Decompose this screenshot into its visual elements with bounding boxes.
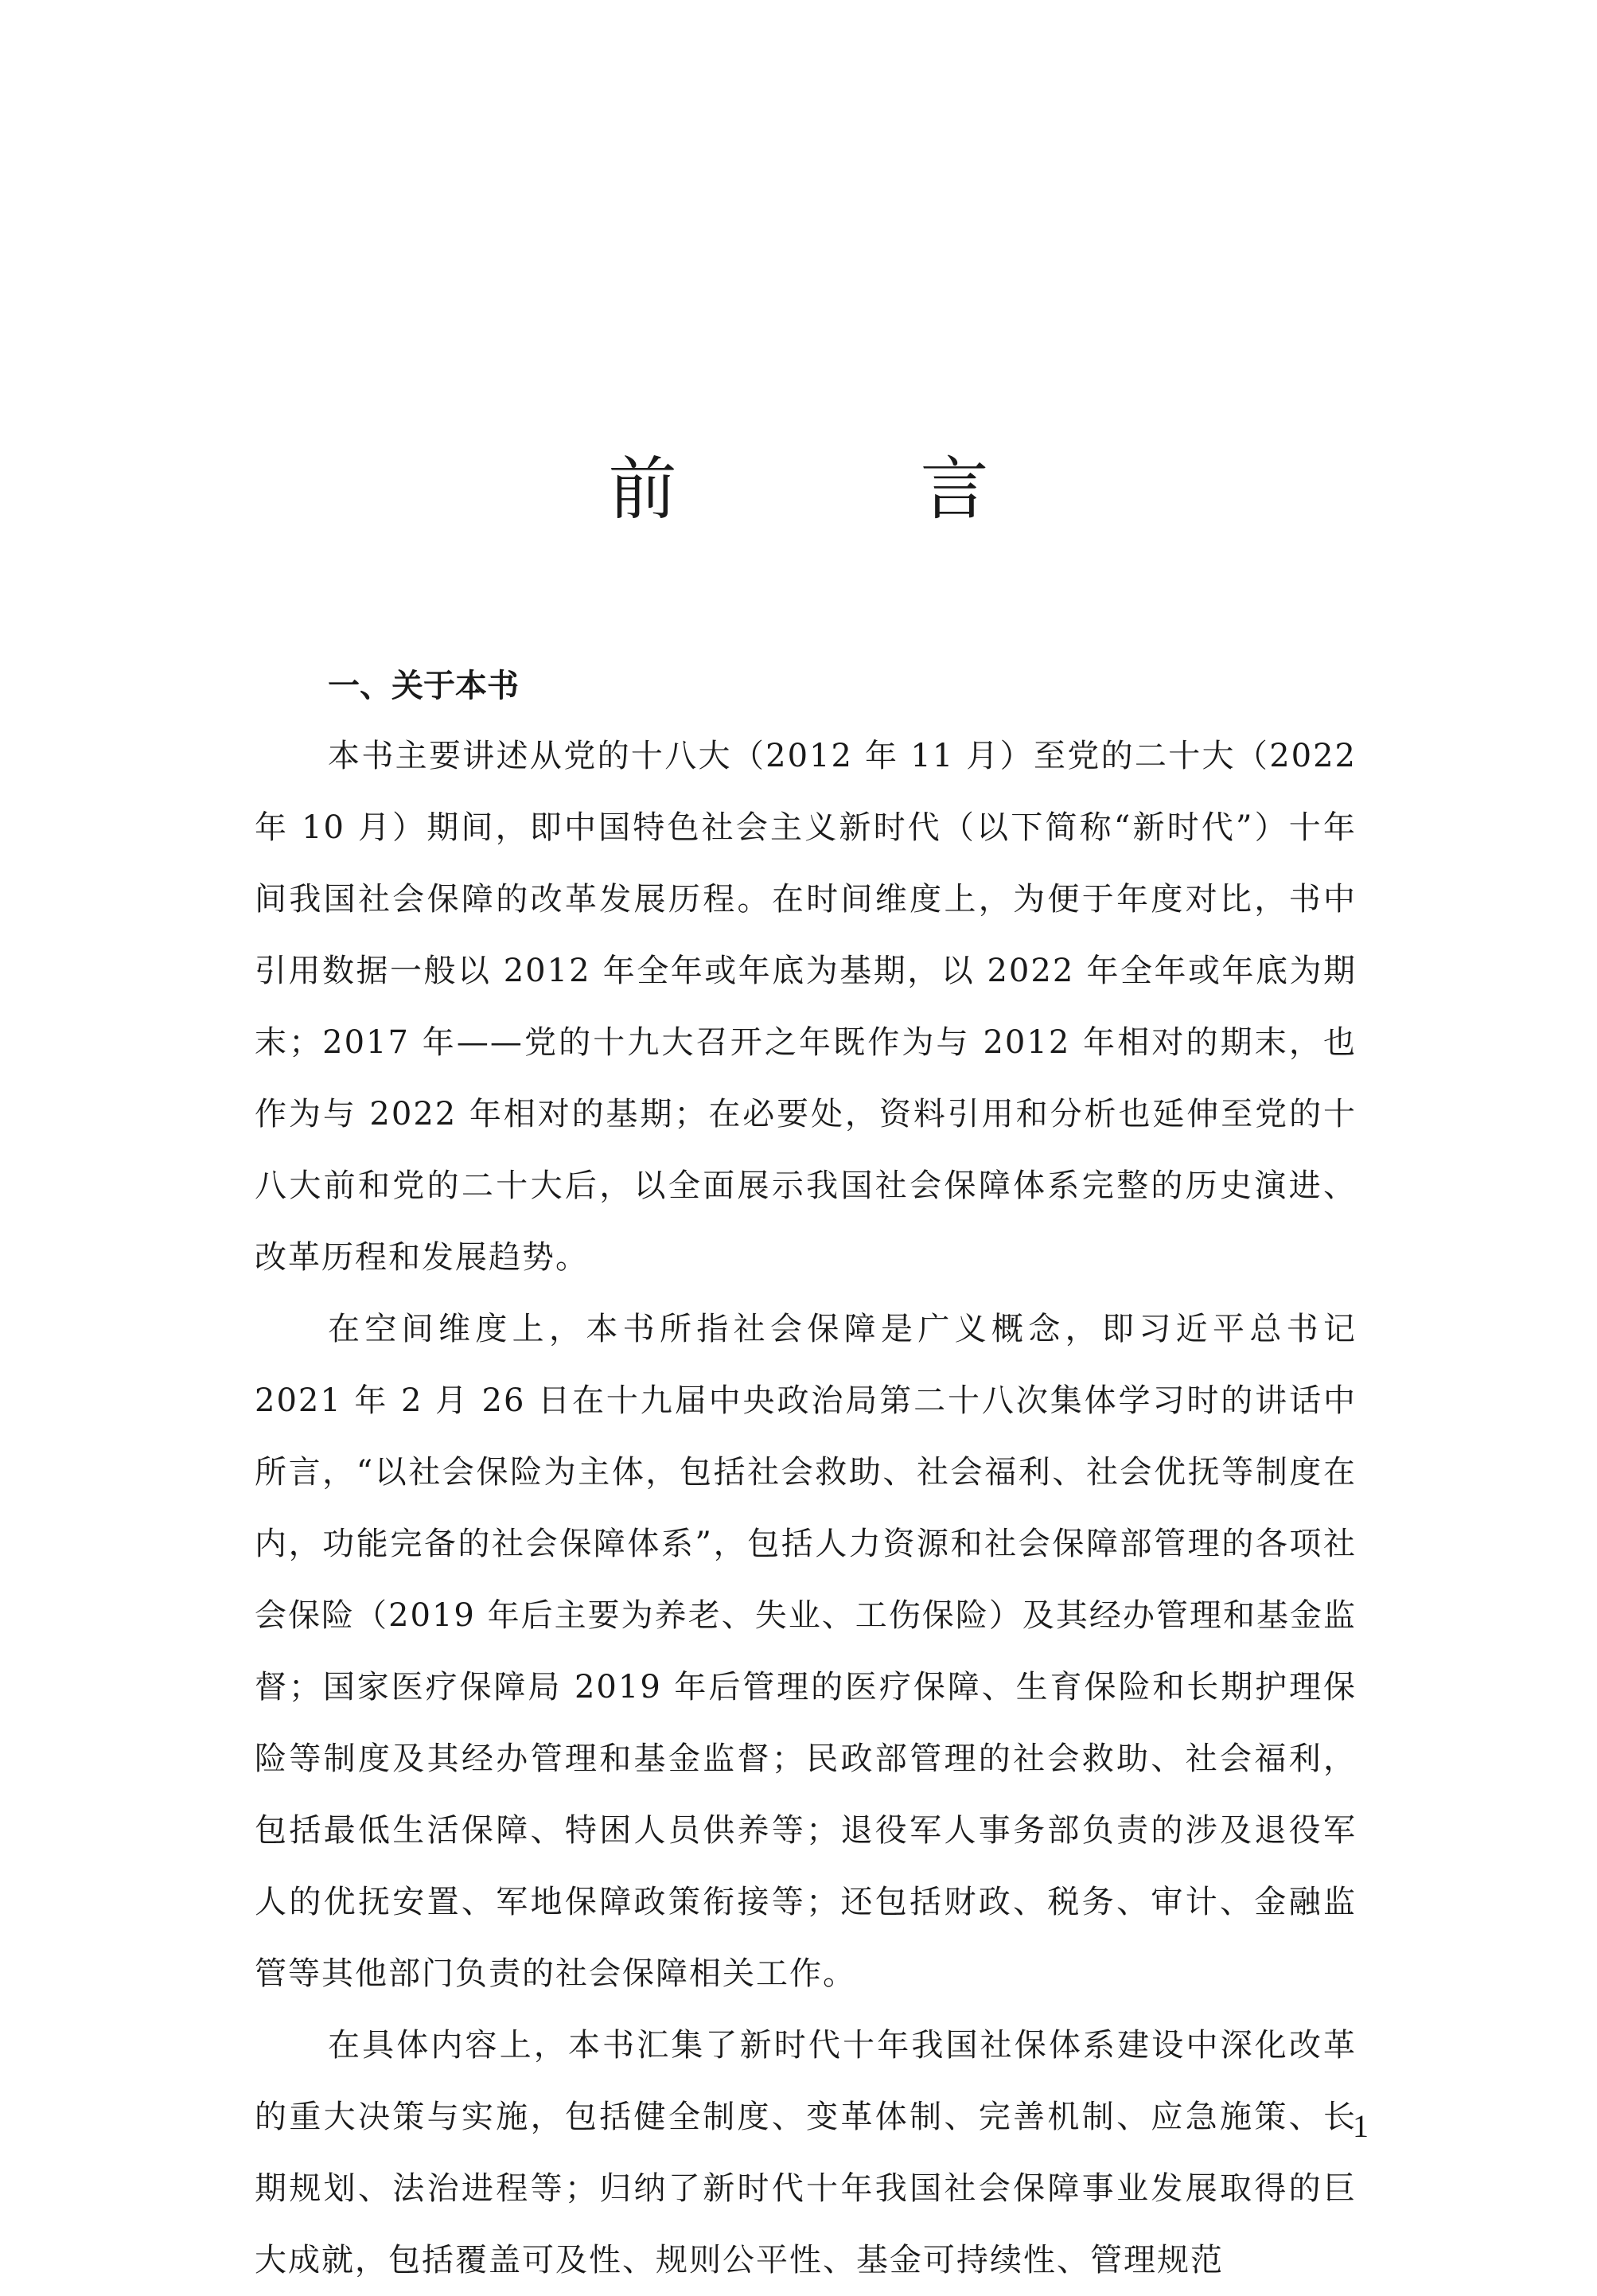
paragraph: 在具体内容上，本书汇集了新时代十年我国社保体系建设中深化改革的重大决策与实施，包括健全制度、变革体制、完善机制、应急施策、长期规划、法治进程等；归纳了新时代十年我国社会保障事业发展取得的巨大成就，包括覆盖可及性、规则公平性、基金可持续性、管理规范: [255, 2027, 1357, 2278]
paragraph: 在空间维度上，本书所指社会保障是广义概念，即习近平总书记 2021 年 2 月 26 日在十九届中央政治局第二十八次集体学习时的讲话中所言，“以社会保险为主体，包括社会救助、社会福利、社会优抚等制度在内，功能完备的社会保障体系”，包括人力资源和社会保障部管理的各项社会保险（2019 年后主要为养老、失业、工伤保险）及其经办管理和基金监督；国家医疗保障局 2019 年后管理的医疗保障、生育保险和长期护理保险等制度及其经办管理和基金监督；民政部管理的社会救助、社会福利，包括最低生活保障、特困人员供养等；退役军人事务部负责的涉及退役军人的优抚安置、军地保障政策衔接等；还包括财政、税务、审计、金融监管等其他部门负责的社会保障相关工作。: [255, 1311, 1357, 1992]
paragraph: 本书主要讲述从党的十八大（2012 年 11 月）至党的二十大（2022 年 10 月）期间，即中国特色社会主义新时代（以下简称“新时代”）十年间我国社会保障的改革发展历程。在时间维度上，为便于年度对比，书中引用数据一般以 2012 年全年或年底为基期，以 2022 年全年或年底为期末；2017 年——党的十九大召开之年既作为与 2012 年相对的期末，也作为与 2022 年相对的基期；在必要处，资料引用和分析也延伸至党的十八大前和党的二十大后，以全面展示我国社会保障体系完整的历史演进、改革历程和发展趋势。: [255, 738, 1357, 1276]
page-number: 1: [1353, 2108, 1369, 2144]
section-body: [255, 720, 1357, 2296]
section-heading: 一、关于本书: [328, 668, 519, 704]
page-title: 前 言: [608, 450, 1077, 529]
